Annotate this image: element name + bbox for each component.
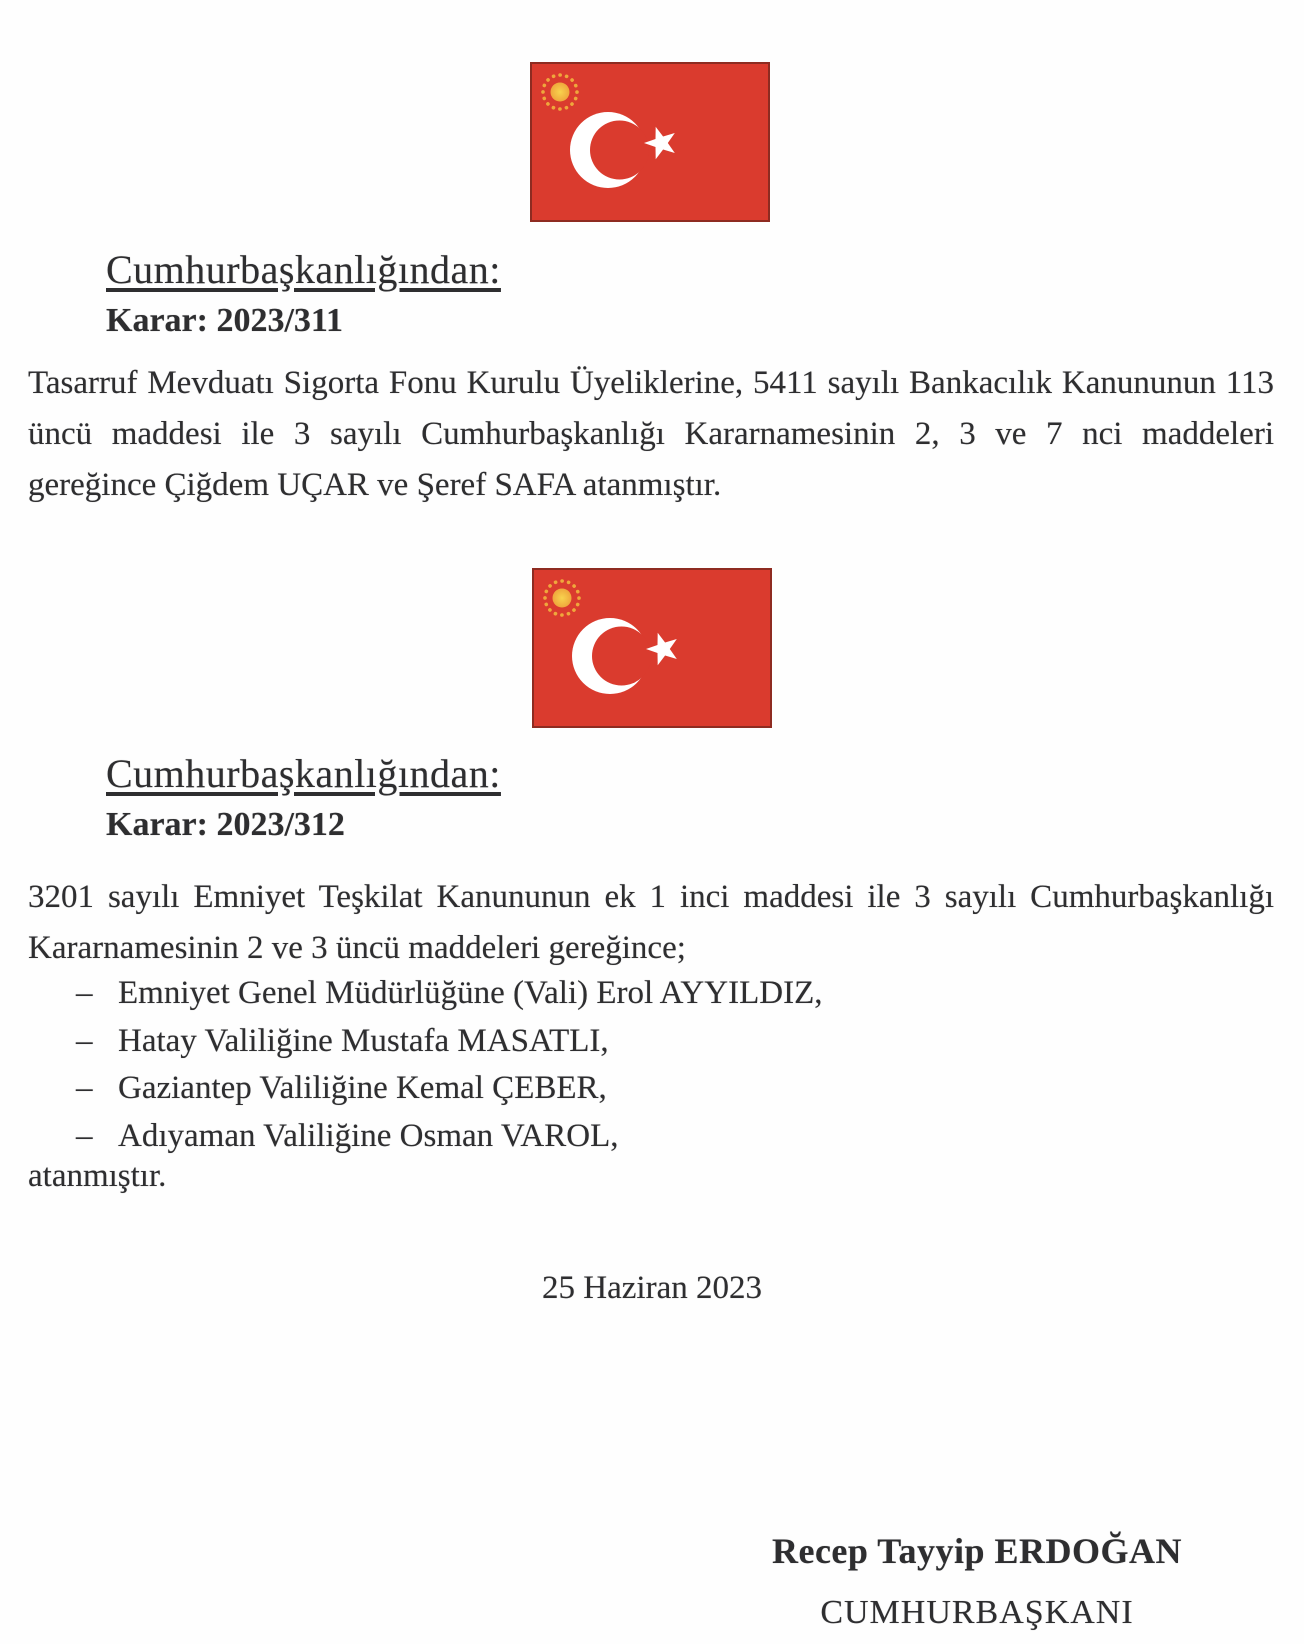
- turkish-presidential-flag-icon: [532, 568, 772, 728]
- appointment-text: Gaziantep Valiliğine Kemal ÇEBER,: [118, 1070, 607, 1106]
- decree-2-closing-word: atanmıştır.: [28, 1158, 167, 1194]
- turkish-presidential-flag-icon: [530, 62, 770, 222]
- decree-date: 25 Haziran 2023: [542, 1270, 762, 1306]
- appointment-text: Hatay Valiliğine Mustafa MASATLI,: [118, 1022, 609, 1059]
- appointment-text: Emniyet Genel Müdürlüğüne (Vali) Erol AYYILDIZ,: [118, 975, 823, 1011]
- decree-1-heading: Cumhurbaşkanlığından:: [106, 247, 501, 292]
- decree-1-decision-number: Karar: 2023/311: [106, 302, 344, 339]
- appointment-item: [76, 1065, 1226, 1113]
- dash-marker: –: [76, 1070, 93, 1106]
- president-title: CUMHURBAŞKANI: [820, 1594, 1134, 1631]
- signature-block: [700, 1530, 1254, 1632]
- appointment-item: [76, 1113, 1226, 1161]
- appointment-item: [76, 1018, 1226, 1066]
- appointment-list: [76, 970, 1226, 1160]
- decree-2-intro-text: 3201 sayılı Emniyet Teşkilat Kanununun ek 1 inci maddesi ile 3 sayılı Cumhurbaşkanlığı Kararnamesinin 2 ve 3 üncü maddeleri gereğince;: [28, 879, 1274, 966]
- dash-marker: –: [76, 1117, 93, 1154]
- president-name: Recep Tayyip ERDOĞAN: [771, 1531, 1183, 1571]
- appointment-item: [76, 970, 1226, 1018]
- dash-marker: –: [76, 1022, 93, 1059]
- dash-marker: –: [76, 975, 93, 1011]
- decree-2-decision-number: Karar: 2023/312: [106, 806, 345, 843]
- appointment-text: Adıyaman Valiliğine Osman VAROL,: [118, 1117, 619, 1154]
- decree-1-body-text: Tasarruf Mevduatı Sigorta Fonu Kurulu Üyeliklerine, 5411 sayılı Bankacılık Kanununun 113 üncü maddesi ile 3 sayılı Cumhurbaşkanlığı Kararnamesinin 2, 3 ve 7 nci maddeleri gereğince Çiğdem UÇAR ve Şeref SAFA atanmıştır.: [28, 365, 1274, 503]
- decree-2-heading: Cumhurbaşkanlığından:: [106, 751, 501, 796]
